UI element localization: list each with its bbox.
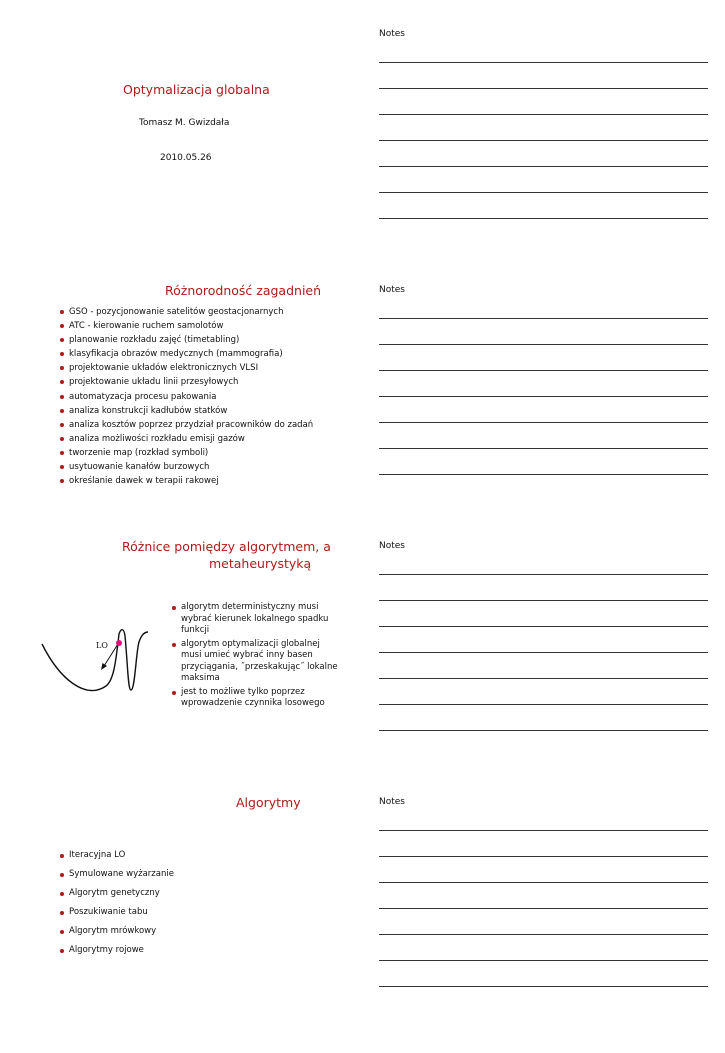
note-line (379, 62, 708, 63)
note-line (379, 908, 708, 909)
list-item-text: tworzenie map (rozkład symboli) (69, 447, 209, 458)
list-item-text: automatyzacja procesu pakowania (69, 391, 217, 402)
slide-4-list (60, 846, 174, 960)
list-item (172, 639, 342, 685)
slide-2-title: Różnorodność zagadnień (165, 283, 322, 298)
list-item (60, 460, 313, 474)
notes-label: Notes (379, 541, 405, 551)
bullet-icon (60, 409, 64, 413)
bullet-icon (60, 380, 64, 384)
note-line (379, 986, 708, 987)
slide-4 (0, 768, 360, 1024)
note-line (379, 882, 708, 883)
note-line (379, 218, 708, 219)
list-item-text: jest to możliwe tylko poprzez wprowadzenie czynnika losowego (181, 686, 325, 708)
list-item (60, 432, 313, 446)
notes-label: Notes (379, 285, 405, 295)
list-item (60, 319, 313, 333)
bullet-icon (60, 465, 64, 469)
slide-1-date: 2010.05.26 (160, 153, 212, 163)
note-line (379, 856, 708, 857)
list-item-text: GSO - pozycjonowanie satelitów geostacjonarnych (69, 307, 284, 317)
list-item-text: analiza możliwości rozkładu emisji gazów (69, 433, 245, 444)
slide-4-title: Algorytmy (236, 795, 301, 810)
list-item-text: klasyfikacja obrazów medycznych (mammografia) (69, 349, 283, 360)
list-item (60, 446, 313, 460)
list-item (172, 602, 342, 637)
energy-curve (42, 630, 148, 691)
bullet-icon (60, 873, 64, 877)
slide-1 (0, 0, 360, 256)
list-item-text: Algorytm mrówkowy (69, 926, 157, 936)
list-item (60, 903, 174, 922)
note-line (379, 140, 708, 141)
bullet-icon (172, 643, 176, 647)
note-line (379, 600, 708, 601)
list-item (60, 305, 313, 319)
bullet-icon (60, 930, 64, 934)
note-line (379, 192, 708, 193)
note-line (379, 422, 708, 423)
slide-2 (0, 256, 360, 512)
energy-landscape-figure (40, 624, 160, 704)
bullet-icon (60, 324, 64, 328)
list-item (60, 922, 174, 941)
list-item (60, 404, 313, 418)
notes-panel-1 (379, 29, 709, 285)
note-line (379, 114, 708, 115)
note-line (379, 474, 708, 475)
bullet-icon (172, 691, 176, 695)
list-item-text: projektowanie układu linii przesyłowych (69, 377, 239, 388)
list-item (60, 361, 313, 375)
notes-panel-4 (379, 797, 709, 1053)
note-line (379, 370, 708, 371)
notes-panel-2 (379, 285, 709, 541)
note-line (379, 318, 708, 319)
bullet-icon (60, 395, 64, 399)
list-item (60, 941, 174, 960)
list-item (60, 865, 174, 884)
slide-3-title-line-1: Różnice pomiędzy algorytmem, a (122, 539, 331, 554)
current-point-marker (116, 640, 122, 646)
bullet-icon (60, 437, 64, 441)
bullet-icon (60, 338, 64, 342)
list-item (60, 474, 313, 488)
list-item (60, 418, 313, 432)
arrow-head-icon (101, 663, 107, 670)
bullet-icon (60, 451, 64, 455)
list-item-text: analiza kosztów poprzez przydział pracowników do zadań (69, 419, 314, 430)
note-line (379, 448, 708, 449)
figure-label: LO (96, 641, 108, 650)
list-item (60, 846, 174, 865)
list-item (60, 884, 174, 903)
list-item-text: projektowanie układów elektronicznych VLSI (69, 363, 259, 374)
list-item-text: Poszukiwanie tabu (69, 907, 148, 917)
bullet-icon (60, 949, 64, 953)
slide-3 (0, 512, 360, 768)
list-item-text: Algorytm genetyczny (69, 888, 160, 898)
note-line (379, 704, 708, 705)
bullet-icon (60, 423, 64, 427)
note-line (379, 344, 708, 345)
slide-2-list (60, 305, 313, 488)
list-item-text: analiza konstrukcji kadłubów statków (69, 405, 228, 416)
list-item-text: określanie dawek w terapii rakowej (69, 476, 219, 487)
notes-label: Notes (379, 797, 405, 807)
notes-label: Notes (379, 29, 405, 39)
bullet-icon (60, 310, 64, 314)
list-item-text: Algorytmy rojowe (69, 945, 144, 955)
list-item-text: Iteracyjna LO (69, 850, 126, 860)
list-item (60, 375, 313, 389)
bullet-icon (60, 479, 64, 483)
note-line (379, 396, 708, 397)
note-line (379, 678, 708, 679)
note-line (379, 574, 708, 575)
note-line (379, 88, 708, 89)
note-line (379, 652, 708, 653)
bullet-icon (60, 892, 64, 896)
notes-panel-3 (379, 541, 709, 797)
note-line (379, 626, 708, 627)
slide-3-list (172, 602, 342, 712)
list-item (60, 347, 313, 361)
list-item (60, 333, 313, 347)
bullet-icon (60, 352, 64, 356)
list-item (172, 687, 342, 710)
note-line (379, 934, 708, 935)
list-item (60, 390, 313, 404)
slide-1-title: Optymalizacja globalna (123, 82, 270, 97)
bullet-icon (172, 606, 176, 610)
note-line (379, 960, 708, 961)
slide-3-title-line-2: metaheurystyką (209, 556, 312, 571)
note-line (379, 830, 708, 831)
bullet-icon (60, 854, 64, 858)
note-line (379, 166, 708, 167)
list-item-text: ATC - kierowanie ruchem samolotów (69, 321, 224, 332)
bullet-icon (60, 366, 64, 370)
list-item-text: algorytm optymalizacji globalnej musi umieć wybrać inny basen przyciągania, ˝przeskakując˝ lokalne maksima (181, 638, 338, 683)
list-item-text: usytuowanie kanałów burzowych (69, 462, 210, 473)
list-item-text: Symulowane wyżarzanie (69, 869, 174, 879)
slide-1-author: Tomasz M. Gwizdała (139, 118, 230, 128)
bullet-icon (60, 911, 64, 915)
note-line (379, 730, 708, 731)
list-item-text: planowanie rozkładu zajęć (timetabling) (69, 335, 240, 346)
list-item-text: algorytm deterministyczny musi wybrać kierunek lokalnego spadku funkcji (181, 602, 329, 635)
